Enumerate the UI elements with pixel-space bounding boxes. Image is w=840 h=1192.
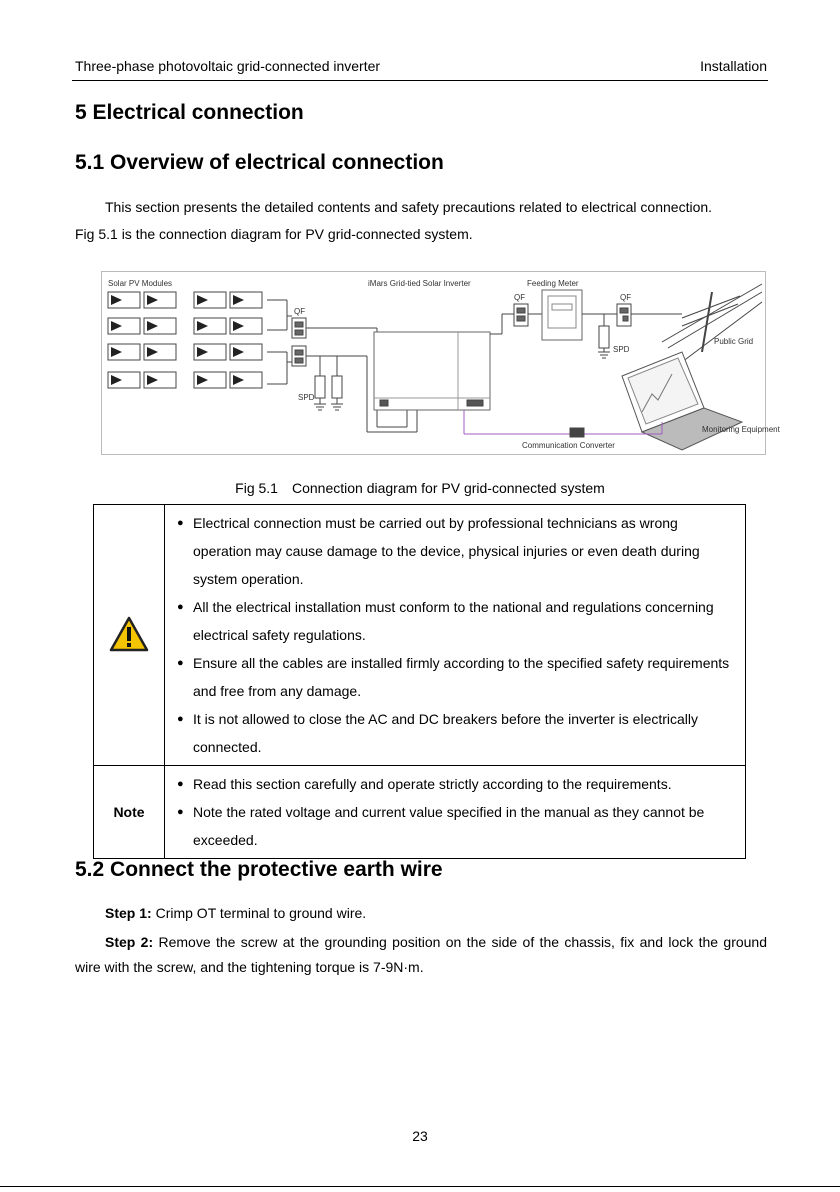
page-number: 23: [412, 1128, 428, 1144]
warning-item: ● Electrical connection must be carried out by professional technicians as wrong operation may cause damage to the device, physical injuries or even death during system operation.: [177, 509, 737, 593]
footer-rule: [0, 1186, 840, 1187]
note-item: ● Note the rated voltage and current value specified in the manual as they cannot be exceeded.: [177, 798, 737, 854]
spd-right-label: SPD: [613, 345, 630, 354]
section-5-1-title: 5.1 Overview of electrical connection: [75, 151, 444, 174]
header-title: Three-phase photovoltaic grid-connected inverter: [75, 58, 381, 74]
step-2-label: Step 2:: [105, 934, 154, 950]
pv-modules-label: Solar PV Modules: [108, 279, 173, 288]
warning-row: [94, 505, 746, 766]
spd-left-label: SPD: [298, 393, 315, 402]
step-1-text: Crimp OT terminal to ground wire.: [155, 905, 367, 921]
note-label: Note: [94, 766, 165, 859]
header-section: Installation: [700, 58, 767, 74]
section-5-1-para1: This section presents the detailed contents and safety precautions related to electrical connection.: [105, 199, 713, 215]
section-5-1-para2: Fig 5.1 is the connection diagram for PV grid-connected system.: [75, 226, 473, 242]
step-2: [75, 930, 767, 980]
warning-list: [165, 505, 746, 766]
figure-caption: [0, 480, 840, 496]
inverter-label: iMars Grid-tied Solar Inverter: [368, 279, 471, 288]
header-rule: [72, 80, 768, 81]
warning-triangle-icon: [109, 616, 149, 652]
figure-caption-number: Fig 5.1: [235, 480, 278, 496]
warning-icon-cell: [94, 505, 165, 766]
grid-label: Public Grid: [714, 337, 754, 346]
step-2-text: Remove the screw at the grounding position on the side of the chassis, fix and lock the ground wire with the screw, and the tightening torque is 7-9N·m.: [75, 934, 767, 975]
step-1-label: Step 1:: [105, 905, 152, 921]
step-1: [105, 901, 366, 926]
connection-diagram: [101, 271, 780, 455]
qf-left-label: QF: [294, 307, 306, 316]
meter-label: Feeding Meter: [527, 279, 579, 288]
warning-item: ● Ensure all the cables are installed firmly according to the specified safety requirements and free from any damage.: [177, 649, 737, 705]
qf-meter-label: QF: [514, 293, 526, 302]
qf-right-label: QF: [620, 293, 632, 302]
warning-item: ● All the electrical installation must conform to the national and regulations concerning electrical safety regulations.: [177, 593, 737, 649]
note-list: [165, 766, 746, 859]
comm-label: Communication Converter: [522, 441, 615, 450]
monitoring-label: Monitoring Equipment: [702, 425, 780, 434]
note-item: ● Read this section carefully and operate strictly according to the requirements.: [177, 770, 737, 798]
note-row: [94, 766, 746, 859]
safety-notes-table: [93, 504, 746, 859]
section-5-2-title: 5.2 Connect the protective earth wire: [75, 858, 443, 881]
warning-item: ● It is not allowed to close the AC and DC breakers before the inverter is electrically connected.: [177, 705, 737, 761]
figure-caption-text: Connection diagram for PV grid-connected system: [291, 480, 605, 496]
section-5-title: 5 Electrical connection: [75, 101, 304, 124]
pv-module-array: [108, 292, 262, 388]
